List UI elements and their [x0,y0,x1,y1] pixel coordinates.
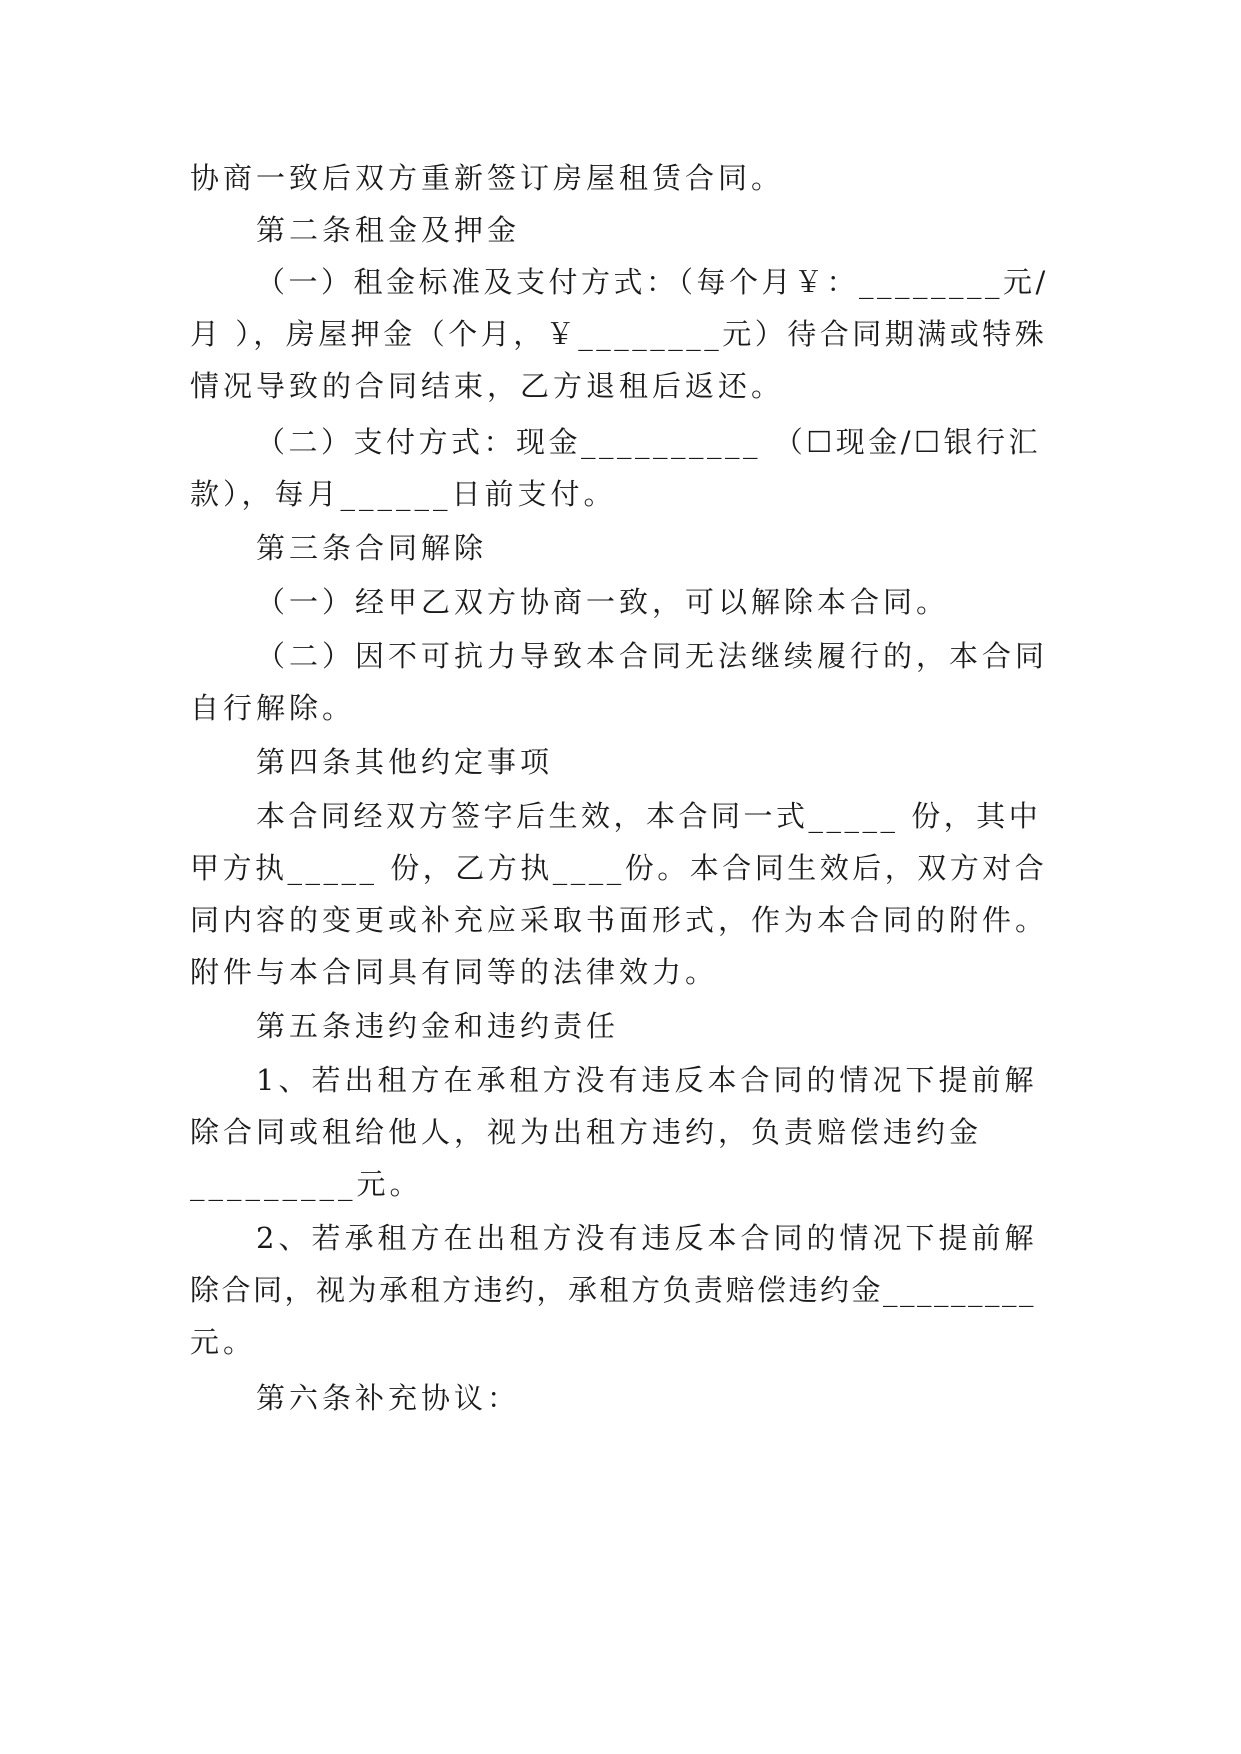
text-line: 元。 [190,1325,257,1359]
text-line: 1、若出租方在承租方没有违反本合同的情况下提前解 [256,1063,1038,1097]
text-line: 除合同，视为承租方违约，承租方负责赔偿违约金_________ [190,1273,1037,1307]
text-line: （一）经甲乙双方协商一致，可以解除本合同。 [256,585,950,619]
text-line: 除合同或租给他人，视为出租方违约，负责赔偿违约金 [190,1115,983,1149]
text-line: 款），每月______日前支付。 [190,477,617,511]
text-line: 2、若承租方在出租方没有违反本合同的情况下提前解 [256,1221,1038,1255]
text-line: （二）支付方式：现金__________ （☐现金/☐银行汇 [256,425,1041,459]
text-line: 本合同经双方签字后生效，本合同一式_____ 份，其中 [256,799,1042,833]
section-heading: 第五条违约金和违约责任 [256,1009,620,1043]
text-line: 情况导致的合同结束，乙方退租后返还。 [190,369,785,403]
text-line: （二）因不可抗力导致本合同无法继续履行的，本合同 [256,639,1049,673]
section-heading: 第四条其他约定事项 [256,745,554,779]
section-heading: 第六条补充协议： [256,1381,521,1415]
section-heading: 第三条合同解除 [256,531,488,565]
text-line: _________元。 [190,1167,423,1201]
text-line: （一）租金标准及支付方式：（每个月￥：________元/ [256,265,1049,299]
text-line: 附件与本合同具有同等的法律效力。 [190,955,719,989]
section-heading: 第二条租金及押金 [256,213,521,247]
text-line: 月 ），房屋押金（个月，￥________元）待合同期满或特殊 [190,317,1048,351]
text-line: 同内容的变更或补充应采取书面形式，作为本合同的附件。 [190,903,1049,937]
text-line: 协商一致后双方重新签订房屋租赁合同。 [190,161,785,195]
text-line: 自行解除。 [190,691,356,725]
text-line: 甲方执_____ 份，乙方执____份。本合同生效后，双方对合 [190,851,1048,885]
